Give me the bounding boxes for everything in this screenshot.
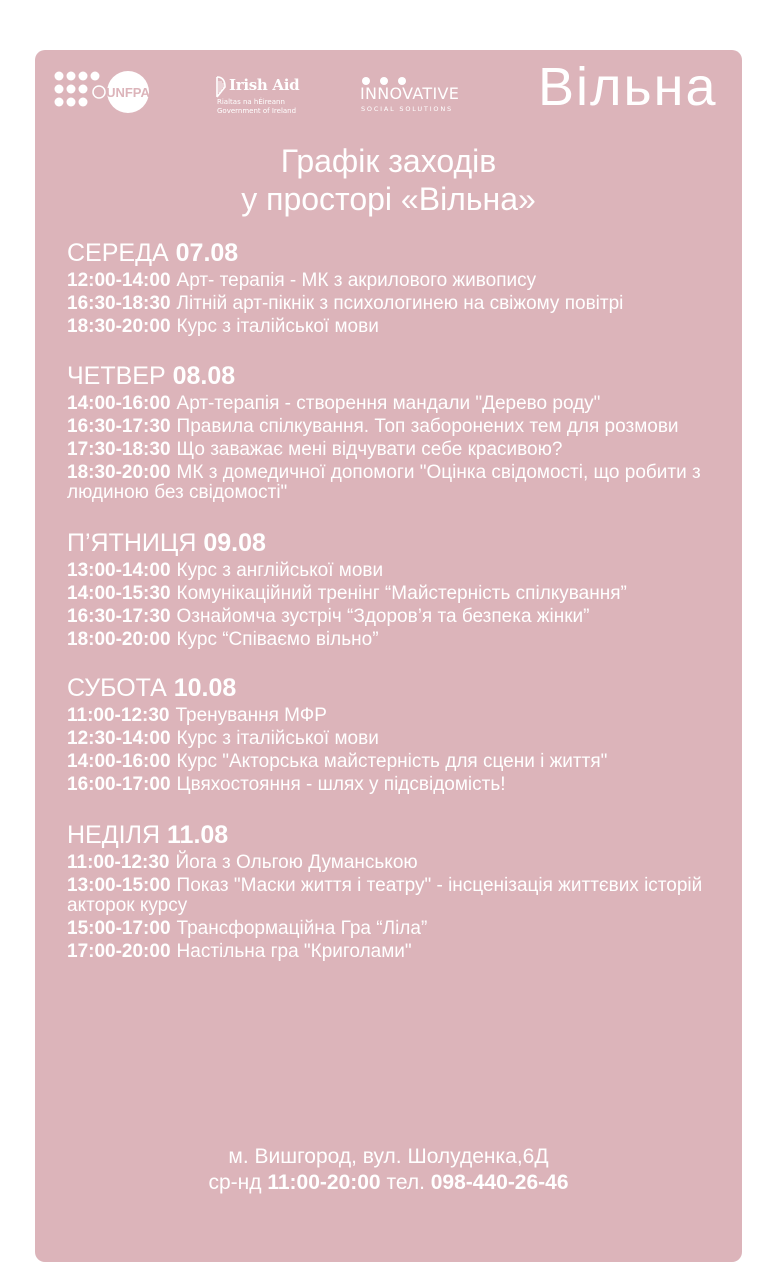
event-time: 17:00-20:00 — [67, 941, 171, 962]
footer — [35, 1144, 742, 1196]
event-time: 12:00-14:00 — [67, 270, 171, 291]
innovative-tagline: SOCIAL SOLUTIONS — [361, 105, 453, 113]
day-heading — [67, 238, 727, 268]
event-text: Йога з Ольгою Думанською — [175, 852, 418, 873]
event-text: Ознайомча зустріч “Здоров’я та безпека жінки” — [176, 606, 590, 627]
poster-card — [35, 50, 742, 1262]
event-time: 17:30-18:30 — [67, 439, 171, 460]
event-time: 16:30-17:30 — [67, 606, 171, 627]
event-item — [67, 706, 727, 726]
event-time: 14:00-16:00 — [67, 393, 171, 414]
phone-number: 098-440-26-46 — [430, 1171, 569, 1194]
event-text: Арт-терапія - створення мандали "Дерево роду" — [176, 393, 601, 414]
day-name: П’ЯТНИЦЯ — [67, 529, 197, 557]
event-text: Трансформаційна Гра “Ліла” — [176, 918, 428, 939]
event-item — [67, 271, 727, 291]
event-item — [67, 317, 727, 337]
event-item — [67, 463, 727, 503]
irish-aid-line1: Rialtas na hÉireann — [217, 98, 285, 106]
day-heading — [67, 820, 727, 850]
innovative-logo — [360, 70, 485, 118]
event-item — [67, 394, 727, 414]
event-text: Курс з італійської мови — [176, 728, 379, 749]
day-block — [67, 361, 727, 503]
event-time: 14:00-16:00 — [67, 751, 171, 772]
day-block — [67, 673, 727, 795]
event-item — [67, 729, 727, 749]
day-heading — [67, 673, 727, 703]
event-text: Показ "Маски життя і театру" - інсценізація життєвих історій акторок курсу — [67, 875, 703, 916]
event-time: 15:00-17:00 — [67, 918, 171, 939]
event-text: МК з домедичної допомоги "Оцінка свідомості, що робити з людиною без свідомості" — [67, 462, 701, 503]
day-name: ЧЕТВЕР — [67, 362, 166, 390]
event-item — [67, 607, 727, 627]
day-heading — [67, 528, 727, 558]
day-block — [67, 238, 727, 337]
event-text: Курс "Акторська майстерність для сцени і життя" — [176, 751, 608, 772]
event-item — [67, 876, 727, 916]
schedule — [67, 238, 727, 962]
day-date: 10.08 — [173, 674, 237, 702]
event-time: 11:00-12:30 — [67, 852, 170, 873]
day-block — [67, 820, 727, 962]
unfpa-logo — [53, 70, 168, 115]
event-text: Цвяхостояння - шлях у підсвідомість! — [176, 774, 506, 795]
day-name: СУБОТА — [67, 674, 167, 702]
event-text: Літній арт-пікнік з психологинею на свіжому повітрі — [176, 293, 624, 314]
event-text: Комунікаційний тренінг “Майстерність спілкування” — [176, 583, 627, 604]
event-time: 18:00-20:00 — [67, 629, 171, 650]
event-time: 13:00-15:00 — [67, 875, 171, 896]
phone-label: тел. — [386, 1171, 425, 1194]
event-time: 16:30-17:30 — [67, 416, 171, 437]
day-date: 08.08 — [172, 362, 236, 390]
title-line-2: у просторі «Вільна» — [241, 181, 536, 217]
day-date: 07.08 — [175, 239, 239, 267]
irish-aid-name: Irish Aid — [229, 76, 300, 94]
day-date: 11.08 — [167, 821, 229, 849]
event-time: 16:30-18:30 — [67, 293, 171, 314]
day-date: 09.08 — [203, 529, 266, 557]
event-text: Курс з італійської мови — [176, 316, 379, 337]
day-name: СЕРЕДА — [67, 239, 169, 267]
opening-hours — [35, 1170, 742, 1196]
unfpa-logo-text: UNFPA — [106, 85, 150, 100]
address: м. Вишгород, вул. Шолуденка,6Д — [228, 1145, 549, 1168]
hours: 11:00-20:00 — [267, 1171, 381, 1194]
day-name: НЕДІЛЯ — [67, 821, 161, 849]
event-item — [67, 752, 727, 772]
page-title — [35, 142, 742, 218]
event-text: Що заважає мені відчувати себе красивою? — [176, 439, 563, 460]
event-item — [67, 853, 727, 873]
event-time: 18:30-20:00 — [67, 462, 171, 483]
event-item — [67, 584, 727, 604]
brand-logo: Вільна — [538, 57, 718, 117]
event-text: Курс “Співаємо вільно” — [176, 629, 379, 650]
event-item — [67, 417, 727, 437]
logo-strip — [35, 50, 742, 150]
event-text: Правила спілкування. Топ заборонених тем для розмови — [176, 416, 679, 437]
event-time: 16:00-17:00 — [67, 774, 171, 795]
title-line-1: Графік заходів — [280, 143, 497, 179]
days-label: ср-нд — [208, 1171, 262, 1194]
event-item — [67, 942, 727, 962]
event-item — [67, 294, 727, 314]
event-text: Тренування МФР — [175, 705, 327, 726]
event-text: Настільна гра "Криголами" — [176, 941, 412, 962]
event-time: 14:00-15:30 — [67, 583, 171, 604]
irish-aid-logo — [215, 73, 315, 118]
event-item — [67, 919, 727, 939]
irish-aid-line2: Government of Ireland — [217, 107, 297, 115]
event-time: 11:00-12:30 — [67, 705, 170, 726]
day-block — [67, 528, 727, 650]
harp-icon — [215, 75, 227, 99]
innovative-name: INNOVATIVE — [360, 84, 460, 103]
event-item — [67, 440, 727, 460]
event-item — [67, 561, 727, 581]
event-time: 12:30-14:00 — [67, 728, 171, 749]
event-item — [67, 775, 727, 795]
event-text: Арт- терапія - МК з акрилового живопису — [176, 270, 537, 291]
event-time: 13:00-14:00 — [67, 560, 171, 581]
day-heading — [67, 361, 727, 391]
event-time: 18:30-20:00 — [67, 316, 171, 337]
event-item — [67, 630, 727, 650]
event-text: Курс з англійської мови — [176, 560, 384, 581]
